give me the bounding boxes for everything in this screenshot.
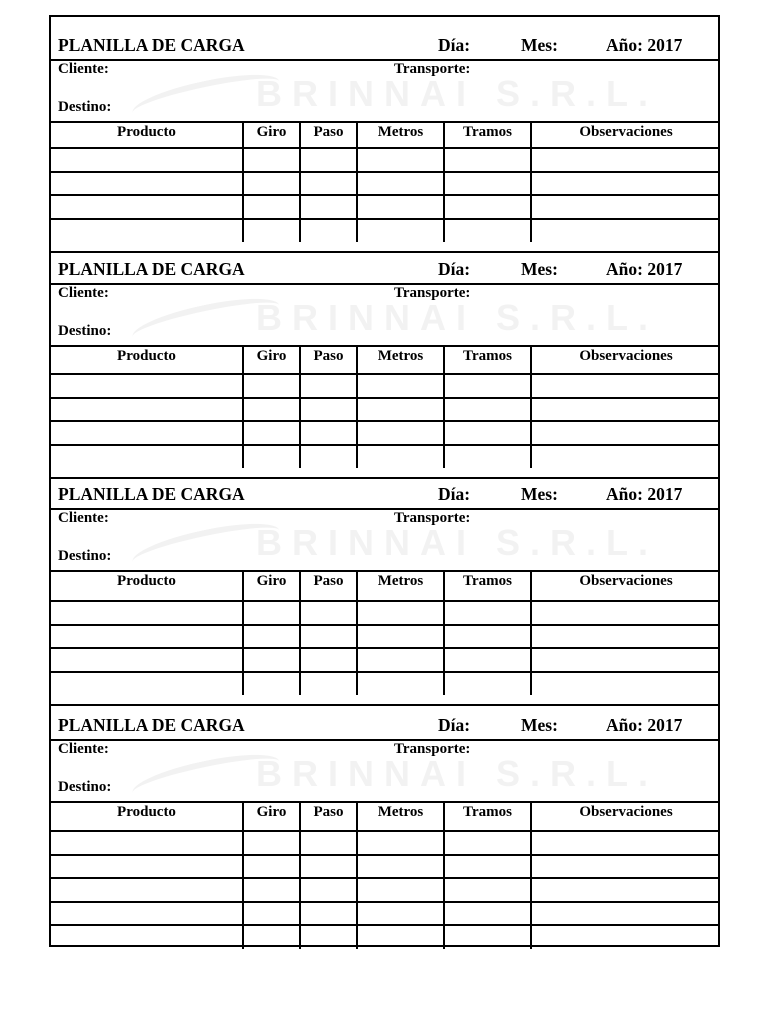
entry-cell[interactable]	[51, 878, 243, 902]
entry-cell[interactable]	[444, 902, 531, 926]
entry-cell[interactable]	[531, 445, 720, 469]
entry-cell[interactable]	[444, 148, 531, 172]
entry-cell[interactable]	[444, 421, 531, 445]
entry-cell[interactable]	[357, 855, 444, 879]
column-header: Metros	[357, 571, 444, 601]
entry-cell[interactable]	[51, 648, 243, 672]
table-row	[51, 374, 720, 398]
entry-cell[interactable]	[444, 878, 531, 902]
destination-label: Destino:	[58, 548, 112, 564]
entry-cell[interactable]	[51, 625, 243, 649]
entry-cell[interactable]	[243, 421, 300, 445]
entry-cell[interactable]	[531, 148, 720, 172]
entry-cell[interactable]	[51, 421, 243, 445]
entry-cell[interactable]	[531, 855, 720, 879]
entry-cell[interactable]	[51, 172, 243, 196]
entry-cell[interactable]	[300, 625, 357, 649]
month-label: Mes:	[521, 484, 558, 504]
entry-cell[interactable]	[531, 648, 720, 672]
entry-cell[interactable]	[243, 878, 300, 902]
year-label: Año: 2017	[606, 35, 683, 55]
entry-cell[interactable]	[531, 374, 720, 398]
entry-cell[interactable]	[300, 421, 357, 445]
product-table	[51, 121, 720, 242]
entry-cell[interactable]	[243, 831, 300, 855]
client-label: Cliente:	[58, 285, 109, 301]
entry-cell[interactable]	[300, 148, 357, 172]
table-row	[51, 648, 720, 672]
watermark-logo: BRINNAI S.R.L.	[256, 522, 659, 563]
table-row	[51, 601, 720, 625]
entry-cell[interactable]	[51, 925, 243, 949]
entry-cell[interactable]	[243, 601, 300, 625]
entry-cell[interactable]	[531, 172, 720, 196]
entry-cell[interactable]	[243, 148, 300, 172]
entry-cell[interactable]	[51, 855, 243, 879]
product-table	[51, 801, 720, 949]
form-title: PLANILLA DE CARGA	[58, 484, 245, 504]
transport-label: Transporte:	[394, 61, 471, 77]
entry-cell[interactable]	[243, 445, 300, 469]
client-info-box	[51, 739, 718, 803]
table-row	[51, 421, 720, 445]
entry-cell[interactable]	[357, 672, 444, 696]
entry-cell[interactable]	[51, 902, 243, 926]
entry-cell[interactable]	[300, 902, 357, 926]
client-info-box	[51, 59, 718, 123]
entry-cell[interactable]	[444, 398, 531, 422]
column-header: Tramos	[444, 346, 531, 374]
table-row	[51, 172, 720, 196]
table-row	[51, 219, 720, 243]
entry-cell[interactable]	[357, 172, 444, 196]
entry-cell[interactable]	[531, 902, 720, 926]
entry-cell[interactable]	[51, 219, 243, 243]
entry-cell[interactable]	[300, 601, 357, 625]
entry-cell[interactable]	[243, 855, 300, 879]
day-label: Día:	[438, 259, 471, 279]
entry-cell[interactable]	[444, 601, 531, 625]
entry-cell[interactable]	[300, 398, 357, 422]
entry-cell[interactable]	[300, 831, 357, 855]
column-header: Paso	[300, 571, 357, 601]
table-row	[51, 878, 720, 902]
entry-cell[interactable]	[444, 672, 531, 696]
entry-cell[interactable]	[243, 219, 300, 243]
entry-cell[interactable]	[300, 878, 357, 902]
table-row	[51, 902, 720, 926]
table-row	[51, 672, 720, 696]
entry-cell[interactable]	[51, 148, 243, 172]
entry-cell[interactable]	[243, 398, 300, 422]
entry-cell[interactable]	[357, 195, 444, 219]
entry-cell[interactable]	[531, 421, 720, 445]
column-header: Observaciones	[531, 346, 720, 374]
entry-cell[interactable]	[357, 831, 444, 855]
entry-cell[interactable]	[444, 625, 531, 649]
form-title-row	[51, 693, 718, 741]
table-header-row	[51, 346, 720, 374]
table-row	[51, 445, 720, 469]
column-header: Producto	[51, 122, 243, 148]
entry-cell[interactable]	[51, 672, 243, 696]
entry-cell[interactable]	[357, 219, 444, 243]
day-label: Día:	[438, 35, 471, 55]
table-header-row	[51, 571, 720, 601]
entry-cell[interactable]	[300, 195, 357, 219]
column-header: Producto	[51, 802, 243, 831]
form-title: PLANILLA DE CARGA	[58, 715, 245, 735]
entry-cell[interactable]	[357, 648, 444, 672]
entry-cell[interactable]	[531, 878, 720, 902]
client-info-box	[51, 283, 718, 347]
entry-cell[interactable]	[531, 601, 720, 625]
form-title-row	[51, 17, 718, 61]
entry-cell[interactable]	[300, 219, 357, 243]
entry-cell[interactable]	[300, 925, 357, 949]
entry-cell[interactable]	[444, 925, 531, 949]
entry-cell[interactable]	[357, 625, 444, 649]
entry-cell[interactable]	[51, 445, 243, 469]
entry-cell[interactable]	[444, 172, 531, 196]
entry-cell[interactable]	[51, 398, 243, 422]
column-header: Giro	[243, 802, 300, 831]
entry-cell[interactable]	[531, 625, 720, 649]
month-label: Mes:	[521, 259, 558, 279]
entry-cell[interactable]	[357, 902, 444, 926]
entry-cell[interactable]	[51, 601, 243, 625]
month-label: Mes:	[521, 715, 558, 735]
transport-label: Transporte:	[394, 510, 471, 526]
entry-cell[interactable]	[444, 648, 531, 672]
form-title: PLANILLA DE CARGA	[58, 259, 245, 279]
entry-cell[interactable]	[51, 831, 243, 855]
table-row	[51, 625, 720, 649]
entry-cell[interactable]	[300, 648, 357, 672]
entry-cell[interactable]	[243, 172, 300, 196]
entry-cell[interactable]	[531, 398, 720, 422]
column-header: Tramos	[444, 122, 531, 148]
column-header: Metros	[357, 802, 444, 831]
product-table	[51, 345, 720, 468]
entry-cell[interactable]	[444, 195, 531, 219]
entry-cell[interactable]	[531, 672, 720, 696]
column-header: Giro	[243, 122, 300, 148]
destination-label: Destino:	[58, 779, 112, 795]
entry-cell[interactable]	[300, 445, 357, 469]
table-header-row	[51, 802, 720, 831]
entry-cell[interactable]	[357, 445, 444, 469]
entry-cell[interactable]	[51, 374, 243, 398]
entry-cell[interactable]	[300, 672, 357, 696]
year-label: Año: 2017	[606, 484, 683, 504]
table-row	[51, 855, 720, 879]
entry-cell[interactable]	[357, 374, 444, 398]
table-row	[51, 148, 720, 172]
day-label: Día:	[438, 715, 471, 735]
entry-cell[interactable]	[531, 195, 720, 219]
entry-cell[interactable]	[243, 195, 300, 219]
entry-cell[interactable]	[357, 398, 444, 422]
column-header: Paso	[300, 122, 357, 148]
column-header: Producto	[51, 346, 243, 374]
entry-cell[interactable]	[243, 925, 300, 949]
client-info-box	[51, 508, 718, 572]
entry-cell[interactable]	[357, 421, 444, 445]
entry-cell[interactable]	[357, 878, 444, 902]
column-header: Metros	[357, 346, 444, 374]
entry-cell[interactable]	[300, 374, 357, 398]
form-title-row	[51, 240, 718, 285]
client-label: Cliente:	[58, 741, 109, 757]
entry-cell[interactable]	[357, 148, 444, 172]
month-label: Mes:	[521, 35, 558, 55]
watermark-logo: BRINNAI S.R.L.	[256, 753, 659, 794]
table-row	[51, 831, 720, 855]
entry-cell[interactable]	[243, 374, 300, 398]
transport-label: Transporte:	[394, 741, 471, 757]
column-header: Tramos	[444, 802, 531, 831]
form-title: PLANILLA DE CARGA	[58, 35, 245, 55]
entry-cell[interactable]	[300, 855, 357, 879]
load-sheet-page	[49, 15, 720, 947]
form-title-row	[51, 466, 718, 510]
entry-cell[interactable]	[357, 601, 444, 625]
entry-cell[interactable]	[357, 925, 444, 949]
table-row	[51, 925, 720, 949]
column-header: Giro	[243, 571, 300, 601]
table-row	[51, 398, 720, 422]
entry-cell[interactable]	[300, 172, 357, 196]
entry-cell[interactable]	[243, 648, 300, 672]
column-header: Tramos	[444, 571, 531, 601]
column-header: Metros	[357, 122, 444, 148]
client-label: Cliente:	[58, 510, 109, 526]
day-label: Día:	[438, 484, 471, 504]
entry-cell[interactable]	[531, 831, 720, 855]
client-label: Cliente:	[58, 61, 109, 77]
year-label: Año: 2017	[606, 259, 683, 279]
table-row	[51, 195, 720, 219]
entry-cell[interactable]	[51, 195, 243, 219]
column-header: Observaciones	[531, 122, 720, 148]
entry-cell[interactable]	[531, 925, 720, 949]
column-header: Giro	[243, 346, 300, 374]
entry-cell[interactable]	[444, 374, 531, 398]
product-table	[51, 570, 720, 695]
entry-cell[interactable]	[243, 625, 300, 649]
entry-cell[interactable]	[444, 831, 531, 855]
destination-label: Destino:	[58, 99, 112, 115]
column-header: Paso	[300, 802, 357, 831]
table-header-row	[51, 122, 720, 148]
column-header: Observaciones	[531, 571, 720, 601]
column-header: Producto	[51, 571, 243, 601]
entry-cell[interactable]	[444, 855, 531, 879]
watermark-logo: BRINNAI S.R.L.	[256, 73, 659, 114]
entry-cell[interactable]	[444, 219, 531, 243]
entry-cell[interactable]	[444, 445, 531, 469]
entry-cell[interactable]	[243, 902, 300, 926]
destination-label: Destino:	[58, 323, 112, 339]
entry-cell[interactable]	[243, 672, 300, 696]
column-header: Observaciones	[531, 802, 720, 831]
column-header: Paso	[300, 346, 357, 374]
year-label: Año: 2017	[606, 715, 683, 735]
transport-label: Transporte:	[394, 285, 471, 301]
watermark-logo: BRINNAI S.R.L.	[256, 297, 659, 338]
entry-cell[interactable]	[531, 219, 720, 243]
